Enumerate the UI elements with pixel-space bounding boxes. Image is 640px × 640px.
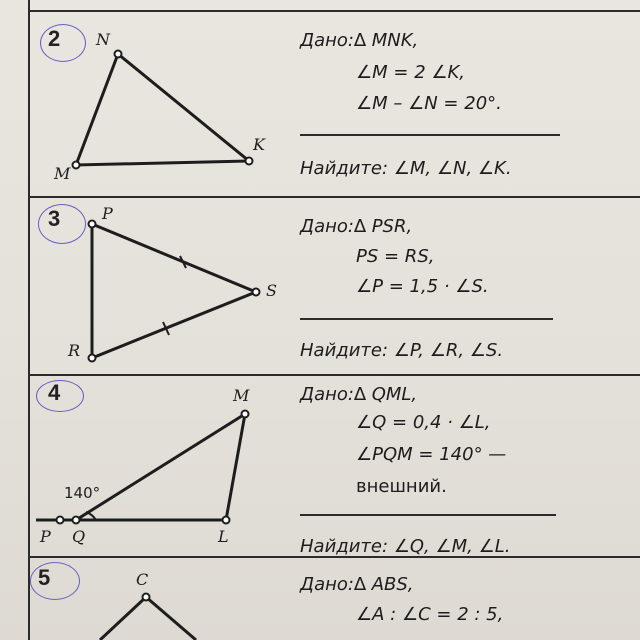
vertex-label: P [40,527,51,546]
given-heading: Дано:∆ MNK, [300,30,419,51]
given-heading: Дано:∆ ABS, [300,574,414,595]
triangle-mnk [76,54,249,165]
given-line: ∠PQM = 140° — [356,444,507,465]
vertex-point [143,594,150,601]
given-heading: Дано:∆ QML, [300,384,418,405]
vertex-point [89,355,96,362]
find-line: Найдите: ∠M, ∠N, ∠K. [300,158,512,179]
given-line: ∠M = 2 ∠K, [356,62,466,83]
vertex-label: M [233,386,250,405]
problem-number: 5 [38,565,51,590]
given-line: внешний. [356,476,447,497]
vertex-label: P [102,204,113,223]
vertex-point [246,158,253,165]
given-heading: Дано:∆ PSR, [300,216,413,237]
triangle-psr [92,224,256,358]
given-line: PS = RS, [356,246,435,267]
problem-number: 4 [48,380,61,405]
vertex-label: R [68,341,81,360]
vertex-label: C [136,570,149,589]
problem-number: 2 [48,26,61,51]
vertex-point [57,517,64,524]
angle-label: 140° [64,484,101,502]
vertex-point [253,289,260,296]
vertex-label: S [266,281,277,300]
vertex-label: Q [72,527,86,546]
vertex-point [223,517,230,524]
vertex-label: L [218,527,229,546]
vertex-label: N [96,30,110,49]
find-line: Найдите: ∠P, ∠R, ∠S. [300,340,504,361]
vertex-point [73,162,80,169]
vertex-label: K [253,135,265,154]
find-line: Найдите: ∠Q, ∠M, ∠L. [300,536,511,557]
triangle-qml [36,414,245,520]
given-line: ∠Q = 0,4 · ∠L, [356,412,491,433]
vertex-point [115,51,122,58]
vertex-label: M [54,164,71,183]
vertex-point [242,411,249,418]
vertex-point [73,517,80,524]
triangle-abs [100,597,196,640]
given-line: ∠M – ∠N = 20°. [356,93,502,114]
given-line: ∠A : ∠C = 2 : 5, [356,604,504,625]
given-line: ∠P = 1,5 · ∠S. [356,276,489,297]
vertex-point [89,221,96,228]
problem-number: 3 [48,206,61,231]
